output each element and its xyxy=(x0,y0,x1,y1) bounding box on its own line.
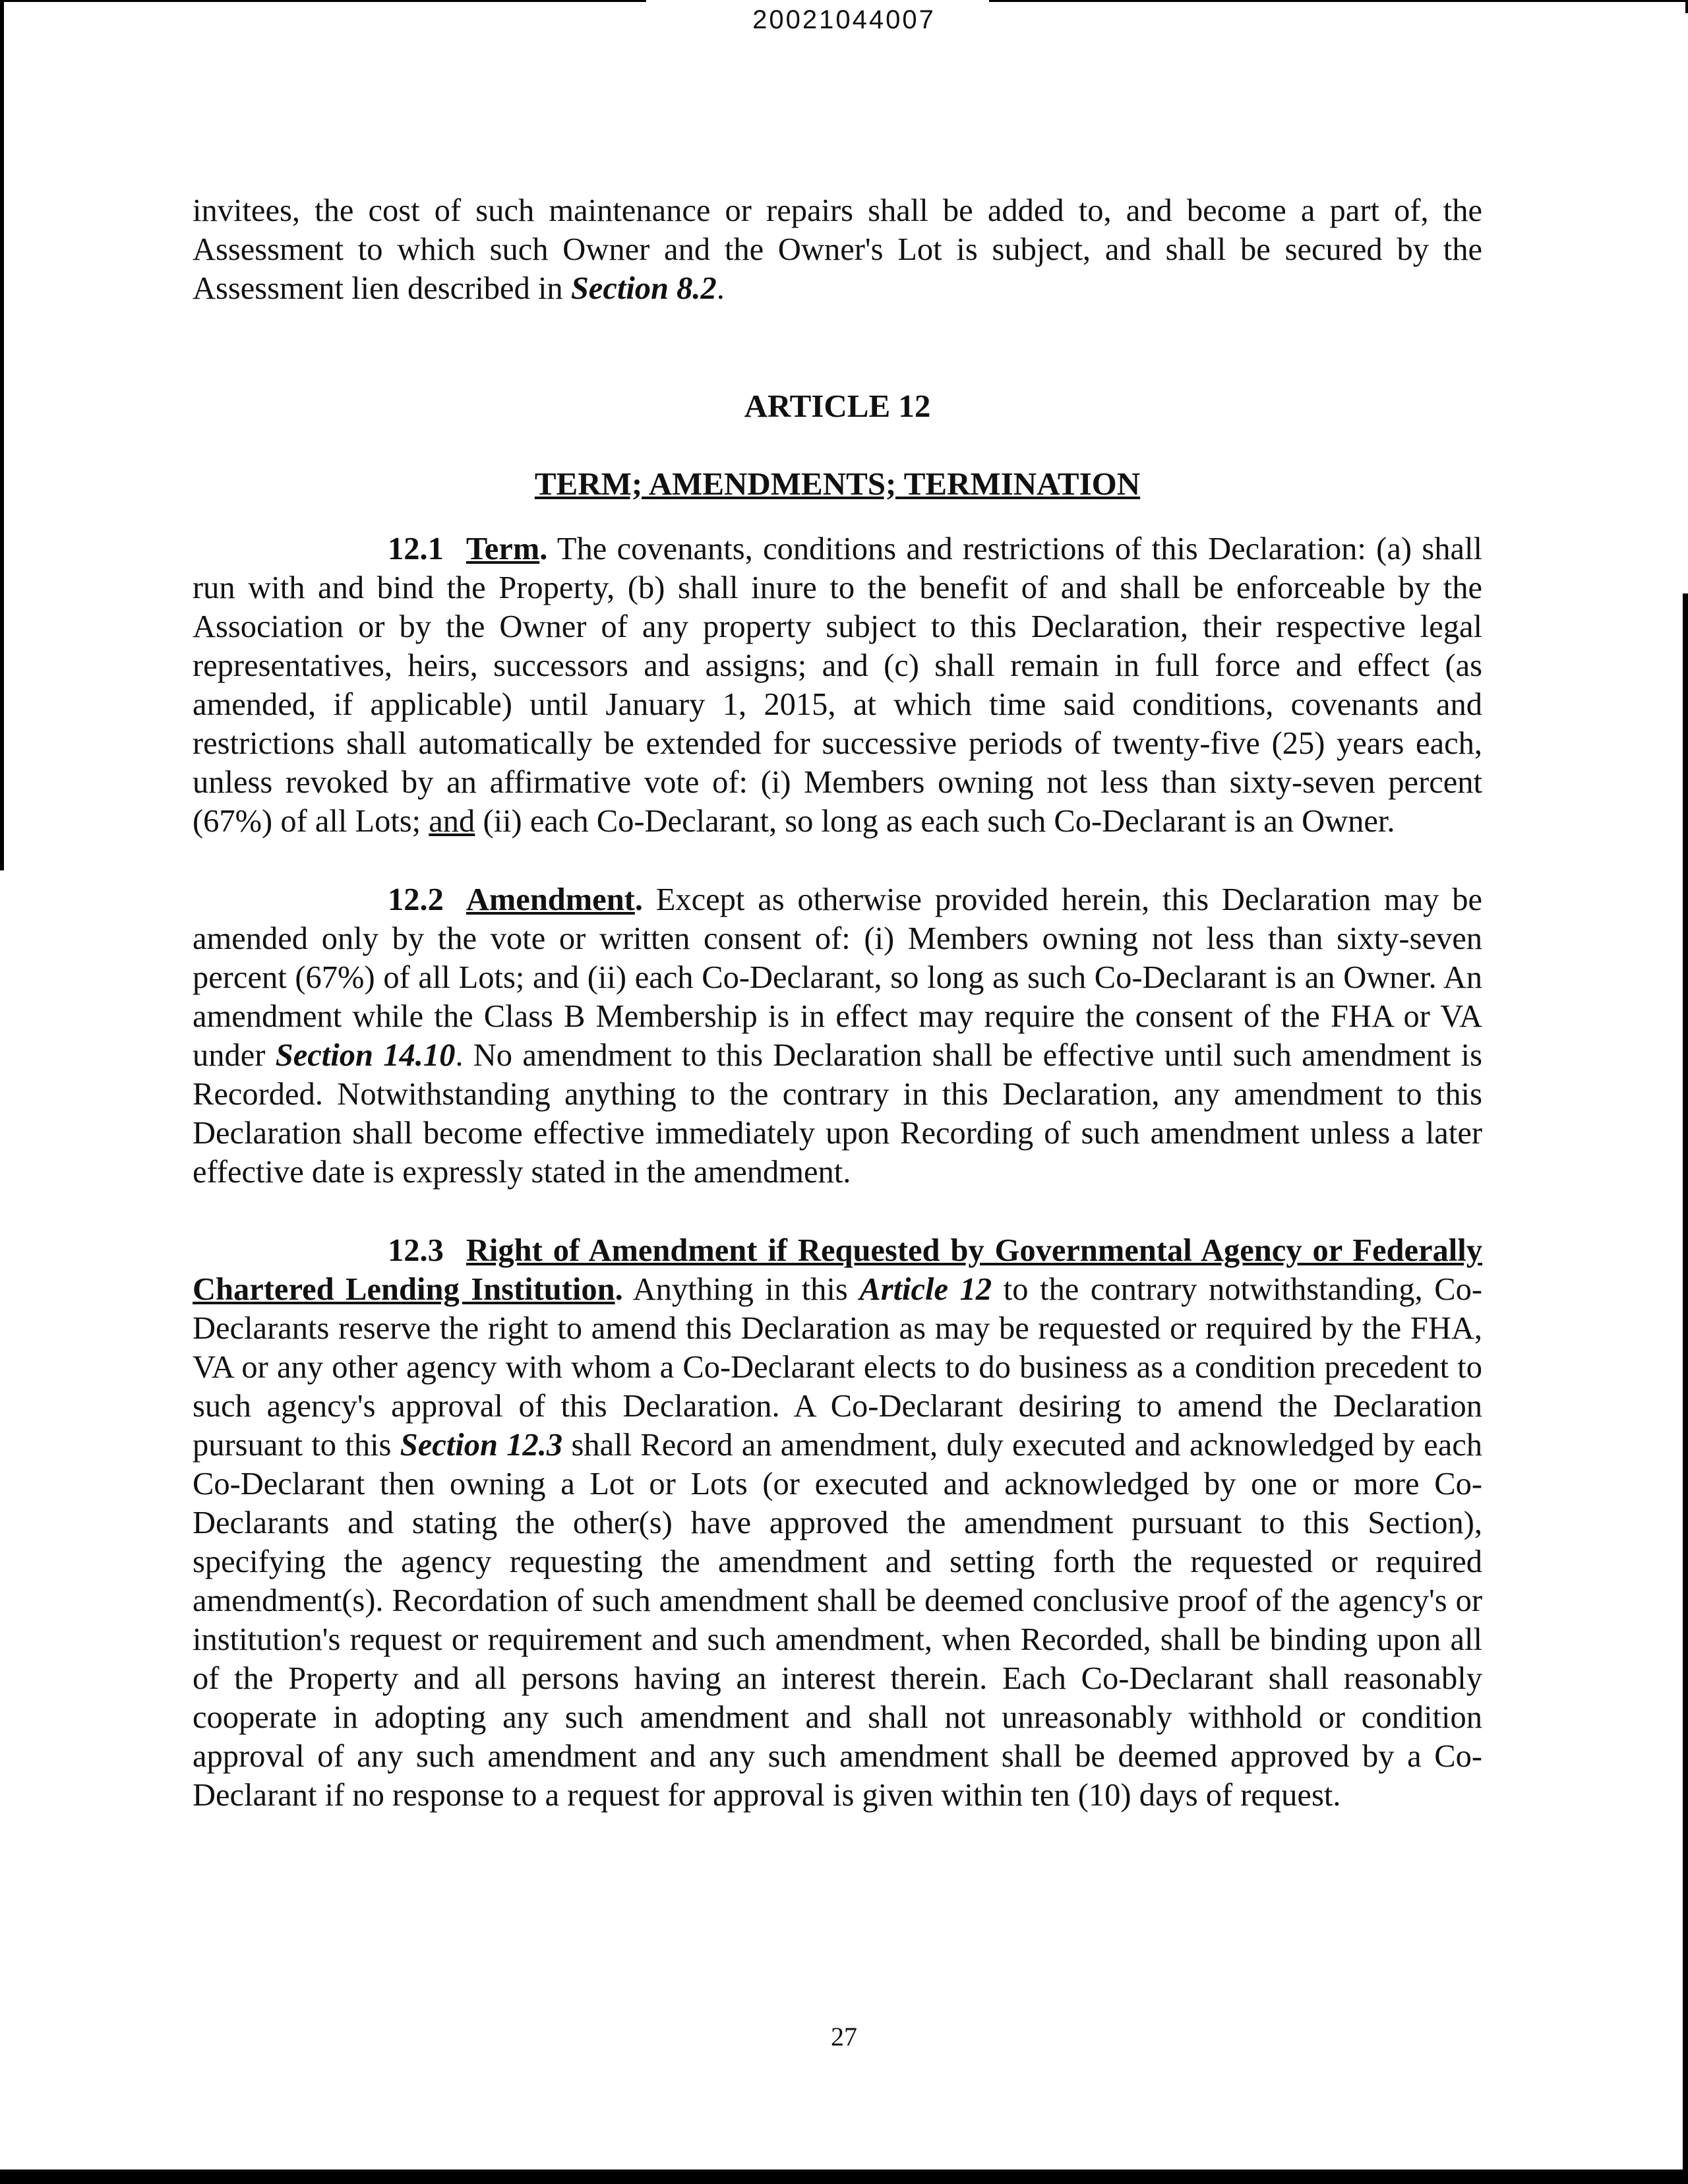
section-reference: Section 12.3 xyxy=(400,1428,563,1463)
underlined-word: and xyxy=(429,804,475,839)
section-text-end: shall Record an amendment, duly executed and acknowledged by each Co-Declarant then owning a Lot or Lots (or executed and acknowledged by one or more Co-Declarants and stating the other(s) have approved the amendment pursuant to this Section), specifying the agency requesting the amendment and setting forth the requested or required amendment(s). Recordation of such amendment shall be deemed conclusive proof of the agency's or institution's request or requirement and such amendment, when Recorded, shall be binding upon all of the Property and all persons having an interest therein. Each Co-Declarant shall reasonably cooperate in adopting any such amendment and shall not unreasonably withhold or condition approval of any such amendment and any such amendment shall be deemed approved by a Co-Declarant if no response to a request for approval is given within ten (10) days of request. xyxy=(193,1428,1483,1813)
article-title: TERM; AMENDMENTS; TERMINATION xyxy=(534,466,1141,502)
scan-border-top-left xyxy=(0,0,646,2)
section-text: Anything in this xyxy=(622,1272,860,1307)
intro-text-end: . xyxy=(716,271,725,306)
page-number: 27 xyxy=(831,2022,857,2051)
section-12-2: 12.2 Amendment. Except as otherwise provided herein, this Declaration may be amended only by the vote or written consent of: (i) Members owning not less than sixty-seven percent (67%) of all Lots; and (ii) each Co-Declarant, so long as such Co-Declarant is an Owner. An amendment while the Class B Membership is in effect may require the consent of the FHA or VA under Section 14.10. No amendment to this Declaration shall be effective until such amendment is Recorded. Notwithstanding anything to the contrary in this Declaration, any amendment to this Declaration shall become effective immediately upon Recording of such amendment unless a later effective date is expressly stated in the amendment. xyxy=(193,882,1482,1190)
section-12-3: 12.3 Right of Amendment if Requested by Governmental Agency or Federally Chartered Lending Institution. Anything in this Article 12 to the contrary notwithstanding, Co-Declarants reserve the right to amend this Declaration as may be requested or required by the FHA, VA or any other agency with whom a Co-Declarant elects to do business as a condition precedent to such agency's approval of this Declaration. A Co-Declarant desiring to amend the Declaration pursuant to this Section 12.3 shall Record an amendment, duly executed and acknowledged by each Co-Declarant then owning a Lot or Lots (or executed and acknowledged by one or more Co-Declarants and stating the other(s) have approved the amendment pursuant to this Section), specifying the agency requesting the amendment and setting forth the requested or required amendment(s). Recordation of such amendment shall be deemed conclusive proof of the agency's or institution's request or requirement and such amendment, when Recorded, shall be binding upon all of the Property and all persons having an interest therein. Each Co-Declarant shall reasonably cooperate in adopting any such amendment and shall not unreasonably withhold or condition approval of any such amendment and any such amendment shall be deemed approved by a Co-Declarant if no response to a request for approval is given within ten (10) days of request. xyxy=(193,1233,1483,1813)
page-body xyxy=(193,191,1482,1815)
intro-text: invitees, the cost of such maintenance or repairs shall be added to, and become a part of, the Assessment to which such Owner and the Owner's Lot is subject, and shall be secured by the Assessment lien described in xyxy=(193,193,1482,306)
continued-paragraph xyxy=(193,191,1482,308)
section-text: The covenants, conditions and restrictions of this Declaration: (a) shall run with and bind the Property, (b) shall inure to the benefit of and shall be enforceable by the Association or by the Owner of any property subject to this Declaration, their respective legal representatives, heirs, successors and assigns; and (c) shall remain in full force and effect (as amended, if applicable) until January 1, 2015, at which time said conditions, covenants and restrictions shall automatically be extended for successive periods of twenty-five (25) years each, unless revoked by an affirmative vote of: (i) Members owning not less than sixty-seven percent (67%) of all Lots; xyxy=(193,531,1482,839)
scan-border-left xyxy=(0,0,4,870)
article-reference: Article 12 xyxy=(859,1272,992,1307)
scan-border-top-right xyxy=(989,0,1688,2)
section-text-middle: to the contrary notwithstanding, Co-Declarants reserve the right to amend this Declaration as may be requested or required by the FHA, VA or any other agency with whom a Co-Declarant elects to do business as a condition precedent to such agency's approval of this Declaration. A Co-Declarant desiring to amend the Declaration pursuant to this xyxy=(193,1272,1482,1463)
section-number: 12.3 xyxy=(388,1233,444,1268)
section-text: Except as otherwise provided herein, this Declaration may be amended only by the vote or written consent of: (i) Members owning not less than sixty-seven percent (67%) of all Lots; and (ii) each Co-Declarant, so long as such Co-Declarant is an Owner. An amendment while the Class B Membership is in effect may require the consent of the FHA or VA under xyxy=(193,882,1482,1073)
section-12-1: 12.1 Term. The covenants, conditions and restrictions of this Declaration: (a) shall run with and bind the Property, (b) shall inure to the benefit of and shall be enforceable by the Association or by the Owner of any property subject to this Declaration, their respective legal representatives, heirs, successors and assigns; and (c) shall remain in full force and effect (as amended, if applicable) until January 1, 2015, at which time said conditions, covenants and restrictions shall automatically be extended for successive periods of twenty-five (25) years each, unless revoked by an affirmative vote of: (i) Members owning not less than sixty-seven percent (67%) of all Lots; and (ii) each Co-Declarant, so long as each such Co-Declarant is an Owner. xyxy=(193,531,1482,839)
document-number: 20021044007 xyxy=(752,5,936,34)
section-text-end: (ii) each Co-Declarant, so long as each such Co-Declarant is an Owner. xyxy=(475,804,1395,839)
section-number: 12.2 xyxy=(388,882,444,917)
article-heading: ARTICLE 12 xyxy=(744,388,931,424)
section-caption: Amendment xyxy=(466,882,635,917)
section-caption: Right of Amendment if Requested by Governmental Agency or Federally Chartered Lending Institution xyxy=(193,1233,1482,1307)
section-reference: Section 14.10 xyxy=(275,1038,456,1073)
section-text-end: . No amendment to this Declaration shall be effective until such amendment is Recorded. Notwithstanding anything to the contrary in this Declaration, any amendment to this Declaration shall become effective immediately upon Recording of such amendment unless a later effective date is expressly stated in the amendment. xyxy=(193,1038,1482,1190)
scan-border-bottom xyxy=(0,2169,1688,2184)
section-caption: Term xyxy=(466,531,540,566)
scan-border-right xyxy=(1683,593,1688,2184)
section-reference: Section 8.2 xyxy=(570,271,717,306)
section-number: 12.1 xyxy=(388,531,444,566)
